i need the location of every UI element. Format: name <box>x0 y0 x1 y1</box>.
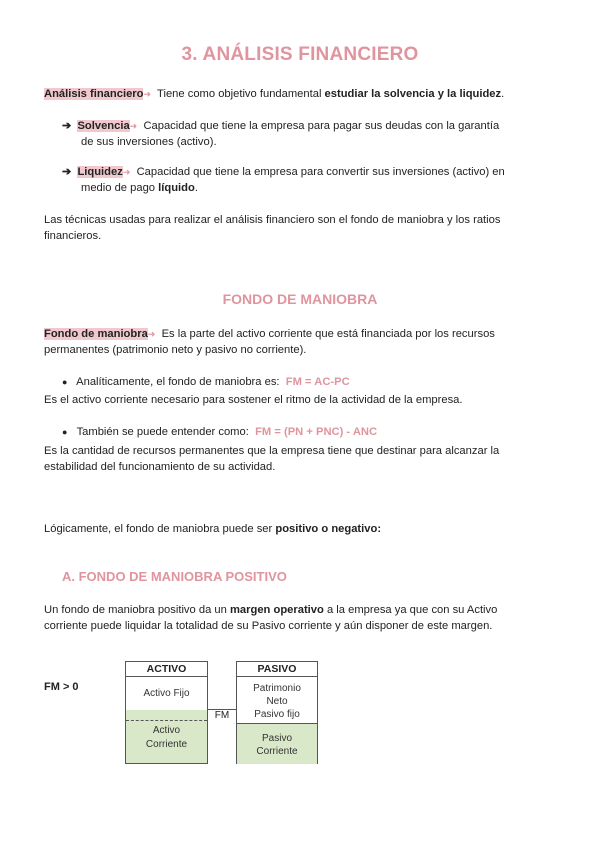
fm-condition-label: FM > 0 <box>44 681 79 693</box>
arrow-bullet-icon: ➔ <box>62 120 72 132</box>
fondo-definition <box>44 326 495 342</box>
section-a-line1 <box>44 602 497 618</box>
intro-text: Tiene como objetivo fundamental <box>157 88 325 100</box>
intro-bold: estudiar la solvencia y la liquidez <box>324 88 502 100</box>
pasivo-fijo-label-1: Patrimonio <box>253 683 301 694</box>
section-a-text-end: a la empresa ya que con su Activo <box>323 604 498 616</box>
page-title: 3. ANÁLISIS FINANCIERO <box>181 44 419 65</box>
techniques-line1: Las técnicas usadas para realizar el análisis financiero son el fondo de maniobra y los ratios <box>44 214 501 226</box>
liquidez-line2 <box>81 180 198 196</box>
liquidez-term: Liquidez <box>77 166 123 178</box>
section-heading-fondo: FONDO DE MANIOBRA <box>222 291 378 307</box>
solvencia-line2: de sus inversiones (activo). <box>81 136 217 148</box>
activo-fijo-label: Activo Fijo <box>143 688 190 699</box>
intro-end: . <box>501 88 505 100</box>
solvencia-term: Solvencia <box>77 120 130 132</box>
logic-text: Lógicamente, el fondo de maniobra puede ser <box>44 523 276 535</box>
bullet2-text: También se puede entender como: <box>76 426 249 438</box>
liquidez-line2-text: medio de pago <box>81 182 159 194</box>
fondo-def-line1: Es la parte del activo corriente que está financiada por los recursos <box>161 328 495 340</box>
fm-label: FM <box>214 710 230 721</box>
list-item-liquidez <box>62 164 505 180</box>
section-heading-positivo: A. FONDO DE MANIOBRA POSITIVO <box>62 569 287 584</box>
bullet2-explanation1: Es la cantidad de recursos permanentes que la empresa tiene que destinar para alcanzar la <box>44 445 500 457</box>
arrow-right-icon: ➜ <box>122 167 131 177</box>
pasivo-header: PASIVO <box>237 662 317 677</box>
activo-header: ACTIVO <box>126 662 207 677</box>
logic-paragraph <box>44 521 381 537</box>
formula-fm-ac-pc: FM = AC-PC <box>285 376 350 388</box>
pasivo-corriente-label-1: Pasivo <box>261 733 292 744</box>
fm-dashed-divider <box>126 720 207 721</box>
bullet1-text: Analíticamente, el fondo de maniobra es: <box>76 376 280 388</box>
activo-corriente-label-1: Activo <box>152 725 181 736</box>
liquidez-line2-end: . <box>194 182 198 194</box>
section-a-line2: corriente puede liquidar la totalidad de su Pasivo corriente y aún disponer de este margen. <box>44 620 493 632</box>
bullet-dot-icon: ● <box>62 377 68 387</box>
arrow-bullet-icon: ➔ <box>62 166 72 178</box>
list-item-solvencia <box>62 118 499 134</box>
formula-fm-pn-pnc-anc: FM = (PN + PNC) - ANC <box>255 426 378 438</box>
arrow-right-icon: ➜ <box>143 89 152 99</box>
pasivo-fijo-label-3: Pasivo fijo <box>254 709 300 720</box>
activo-column <box>125 661 208 764</box>
pasivo-column <box>236 661 318 764</box>
arrow-right-icon: ➜ <box>147 329 156 339</box>
arrow-right-icon: ➜ <box>129 121 138 131</box>
bullet-dot-icon: ● <box>62 427 68 437</box>
section-a-text: Un fondo de maniobra positivo da un <box>44 604 230 616</box>
bullet-analitico <box>62 374 350 390</box>
pasivo-fijo-label-2: Neto <box>266 696 288 707</box>
bullet2-explanation2: estabilidad del funcionamiento de su actividad. <box>44 461 276 473</box>
section-a-bold: margen operativo <box>229 604 324 616</box>
intro-term: Análisis financiero <box>44 88 144 100</box>
bullet1-explanation: Es el activo corriente necesario para sostener el ritmo de la actividad de la empresa. <box>44 394 463 406</box>
bullet-entender <box>62 424 377 440</box>
logic-bold: positivo o negativo: <box>275 523 382 535</box>
techniques-line2: financieros. <box>44 230 102 242</box>
intro-paragraph <box>44 86 504 102</box>
fondo-def-line2: permanentes (patrimonio neto y pasivo no corriente). <box>44 344 307 356</box>
activo-corriente-label-2: Corriente <box>145 739 188 750</box>
fondo-term: Fondo de maniobra <box>44 328 148 340</box>
pasivo-corriente-label-2: Corriente <box>256 746 298 757</box>
solvencia-line1: Capacidad que tiene la empresa para pagar sus deudas con la garantía <box>143 120 500 132</box>
liquidez-line2-bold: líquido <box>158 182 195 194</box>
liquidez-line1: Capacidad que tiene la empresa para convertir sus inversiones (activo) en <box>136 166 505 178</box>
